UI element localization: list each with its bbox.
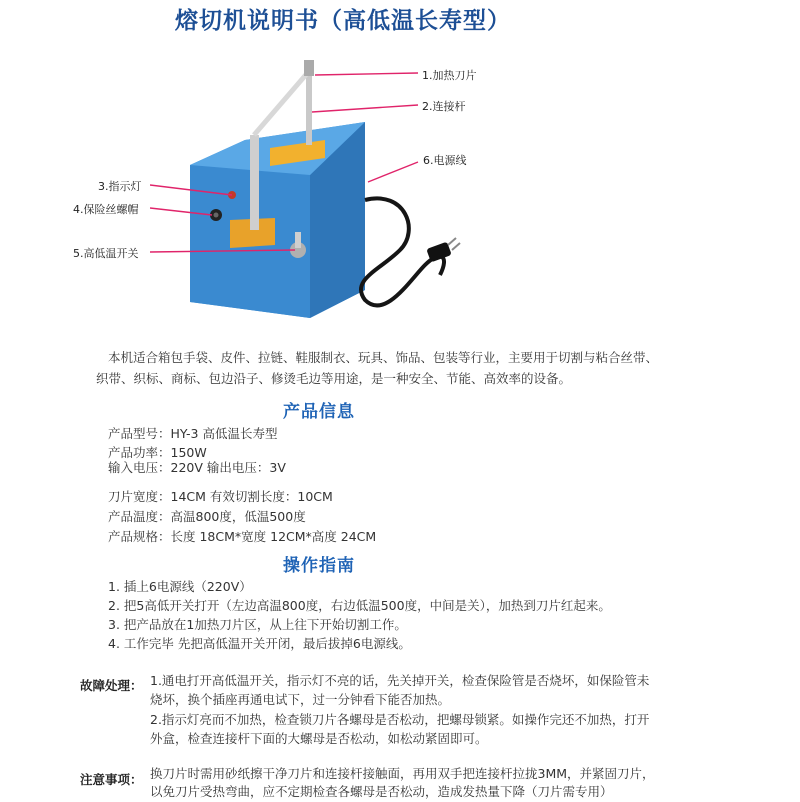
callout-heating-blade: 1.加热刀片 [422, 69, 477, 82]
callout-indicator-lamp: 3.指示灯 [98, 180, 142, 193]
connecting-rod [306, 70, 312, 145]
troubleshoot-label: 故障处理： [80, 678, 143, 693]
notes-line-2: 以免刀片受热弯曲，应不定期检查各螺母是否松动，造成发热量下降（刀片需专用） [150, 784, 613, 799]
notes-label: 注意事项： [80, 772, 143, 787]
product-model: 产品型号：HY-3 高低温长寿型 [108, 426, 278, 441]
guide-step-4: 4. 工作完毕 先把高低温开关开闭，最后拔掉6电源线。 [108, 636, 411, 651]
guide-step-3: 3. 把产品放在1加热刀片区，从上往下开始切割工作。 [108, 617, 407, 632]
product-power: 产品功率：150W [108, 445, 207, 460]
notes-line-1: 换刀片时需用砂纸擦干净刀片和连接杆接触面，再用双手把连接杆拉拢3MM，并紧固刀片， [150, 766, 655, 781]
product-temperature: 产品温度：高温800度，低温500度 [108, 509, 306, 524]
intro-line-2: 织带、织标、商标、包边沿子、修烫毛边等用途，是一种安全、节能、高效率的设备。 [96, 371, 572, 386]
troubleshoot-line-4: 外盒，检查连接杆下面的大螺母是否松动，如松动紧固即可。 [150, 731, 488, 746]
product-size: 产品规格：长度 18CM*宽度 12CM*高度 24CM [108, 529, 377, 544]
intro-line-1: 本机适合箱包手袋、皮件、拉链、鞋服制衣、玩具、饰品、包装等行业，主要用于切割与粘合丝带、 [108, 350, 659, 365]
callout-connecting-rod: 2.连接杆 [422, 100, 466, 113]
product-blade: 刀片宽度：14CM 有效切割长度：10CM [108, 489, 333, 504]
heating-blade [254, 70, 310, 135]
callout-fuse-cap: 4.保险丝螺帽 [73, 203, 139, 216]
troubleshoot-line-3: 2.指示灯亮而不加热，检查锁刀片各螺母是否松动，把螺母锁紧。如操作完还不加热，打开 [150, 712, 650, 727]
troubleshoot-line-1: 1.通电打开高低温开关，指示灯不亮的话，先关掉开关，检查保险管是否烧坏，如保险管未 [150, 673, 650, 688]
document-title: 熔切机说明书（高低温长寿型） [175, 8, 511, 34]
guide-step-2: 2. 把5高低开关打开（左边高温800度，右边低温500度，中间是关），加热到刀片红起来。 [108, 598, 611, 613]
callout-power-cord: 6.电源线 [423, 154, 467, 167]
product-photo [150, 40, 480, 340]
troubleshoot-line-2: 烧坏，换个插座再通电试下，过一分钟看下能否加热。 [150, 692, 451, 707]
callout-temp-switch: 5.高低温开关 [73, 247, 139, 260]
product-info-heading: 产品信息 [283, 402, 355, 422]
guide-heading: 操作指南 [283, 556, 355, 576]
guide-step-1: 1. 插上6电源线（220V） [108, 579, 252, 594]
product-voltage: 输入电压：220V 输出电压：3V [108, 460, 286, 475]
